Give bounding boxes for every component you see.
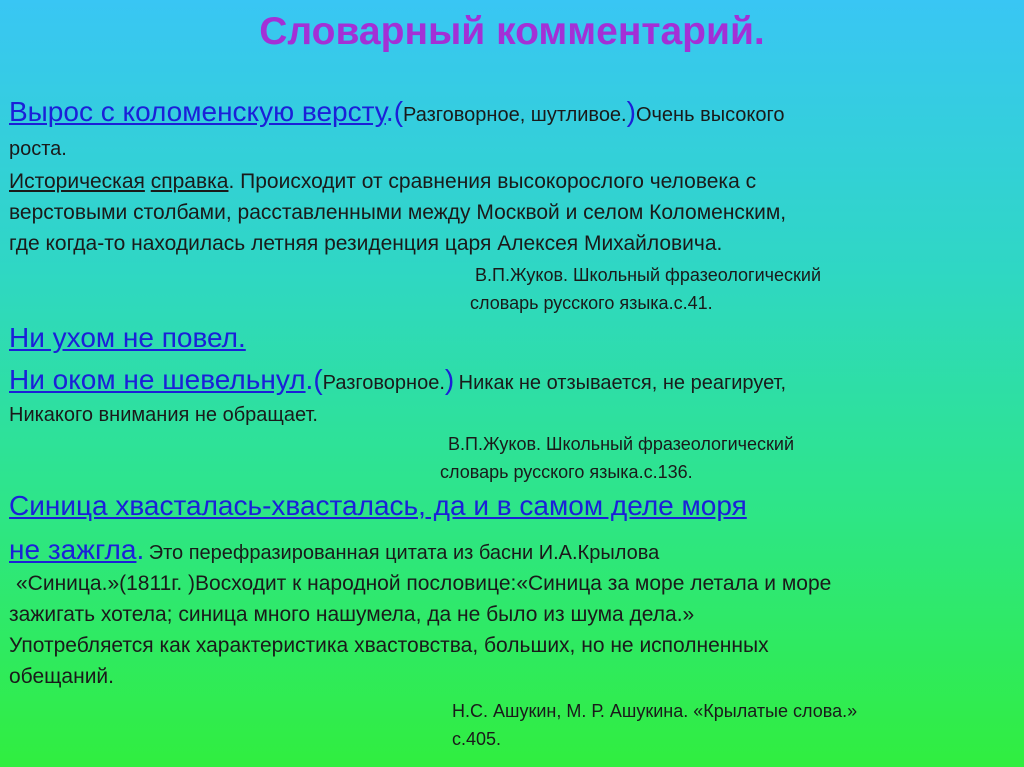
entry3-source-line1: Н.С. Ашукин, М. Р. Ашукина. «Крылатые слова.» — [452, 701, 858, 721]
entry2-phrase-line1[interactable]: Ни ухом не повел. — [9, 322, 246, 353]
entry3-source-line2: с.405. — [452, 729, 502, 749]
entry2-source-line2: словарь русского языка.с.136. — [440, 462, 693, 482]
entry1-history-line1 — [9, 170, 756, 194]
history-text1: Происходит от сравнения высокорослого человека с — [240, 170, 757, 193]
entry1-headline — [9, 96, 785, 128]
entry1-source-line2: словарь русского языка.с.41. — [470, 293, 713, 313]
entry3-dot: . — [136, 534, 145, 565]
entry2-paren-close: ) — [444, 364, 455, 395]
entry1-dot: . — [385, 96, 394, 127]
entry2-definition-cont: Никакого внимания не обращает. — [9, 404, 318, 426]
entry1-paren-open: ( — [393, 96, 404, 127]
entry3-text-line5: обещаний. — [9, 665, 114, 688]
history-dot: . — [228, 170, 235, 193]
entry3-text-line3: зажигать хотела; синица много нашумела, да не было из шума дела.» — [9, 603, 695, 626]
entry3-phrase-line1[interactable]: Синица хвасталась-хвасталась, да и в самом деле моря — [9, 490, 747, 521]
entry1-history-line3: где когда-то находилась летняя резиденция царя Алексея Михайловича. — [9, 232, 723, 255]
entry3-headline — [9, 534, 659, 566]
history-word2: справка — [150, 170, 229, 193]
entry3-phrase-line2[interactable]: не зажгла — [9, 534, 137, 565]
entry1-usage-mark: Разговорное, шутливое. — [403, 104, 627, 126]
entry2-source-line1: В.П.Жуков. Школьный фразеологический — [448, 434, 795, 454]
entry1-definition-cont: роста. — [9, 138, 67, 160]
entry2-usage-mark: Разговорное. — [322, 372, 445, 394]
entry2-definition: Никак не отзывается, не реагирует, — [458, 372, 787, 394]
history-word1: Историческая — [9, 170, 145, 193]
entry1-phrase[interactable]: Вырос с коломенскую версту — [9, 96, 386, 127]
entry2-paren-open: ( — [313, 364, 323, 395]
slide-title: Словарный комментарий. — [259, 10, 765, 53]
entry2-dot: . — [305, 364, 314, 395]
entry3-text-line1: Это перефразированная цитата из басни И.А.Крылова — [148, 542, 660, 564]
entry2-phrase-line2[interactable]: Ни оком не шевельнул — [9, 364, 306, 395]
entry3-text-line4: Употребляется как характеристика хвастовства, больших, но не исполненных — [9, 634, 769, 657]
entry1-history-line2: верстовыми столбами, расставленными между Москвой и селом Коломенским, — [9, 201, 787, 224]
entry1-source-line1: В.П.Жуков. Школьный фразеологический — [475, 265, 822, 285]
entry2-headline — [9, 364, 786, 396]
entry1-definition: Очень высокого — [635, 104, 785, 126]
entry3-text-line2: «Синица.»(1811г. )Восходит к народной пословице:«Синица за море летала и море — [16, 572, 832, 595]
entry1-paren-close: ) — [626, 96, 636, 127]
